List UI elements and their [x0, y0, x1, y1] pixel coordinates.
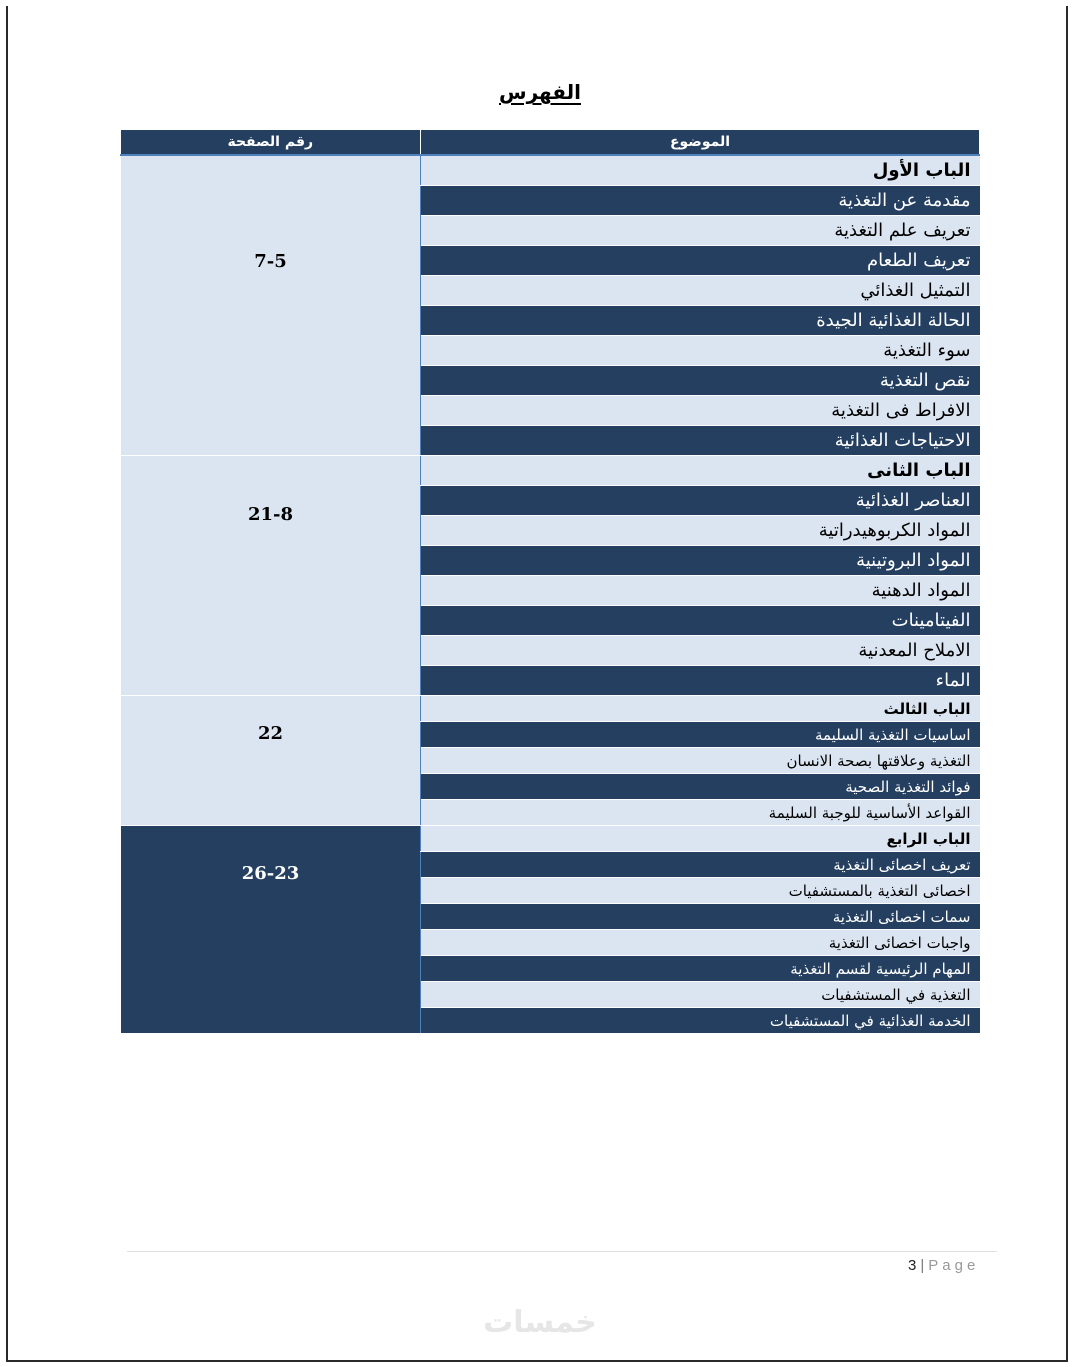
topic-item: القواعد الأساسية للوجبة السليمة	[421, 800, 980, 826]
topic-item: المواد البروتينية	[421, 546, 980, 576]
header-pages: رقم الصفحة	[121, 130, 421, 155]
page-footer	[908, 1257, 979, 1274]
header-topic: الموضوع	[421, 130, 980, 155]
topic-item: الاحتياجات الغذائية	[421, 426, 980, 456]
page-word: Page	[928, 1257, 980, 1274]
topic-item: الخدمة الغذائية في المستشفيات	[421, 1008, 980, 1034]
topic-item: فوائد التغذية الصحية	[421, 774, 980, 800]
page-range-cell	[121, 826, 421, 1034]
page-range: 7-5	[254, 251, 287, 272]
topic-item: سمات اخصائى التغذية	[421, 904, 980, 930]
table-row	[121, 826, 980, 852]
table-header-row	[121, 130, 980, 155]
topic-item: مقدمة عن التغذية	[421, 186, 980, 216]
section-heading: الباب الثانى	[421, 456, 980, 486]
page-number: 3	[908, 1257, 917, 1274]
table-row	[121, 696, 980, 722]
topic-item: واجبات اخصائى التغذية	[421, 930, 980, 956]
topic-item: نقص التغذية	[421, 366, 980, 396]
topic-item: التغذية في المستشفيات	[421, 982, 980, 1008]
topic-item: التغذية وعلاقتها بصحة الانسان	[421, 748, 980, 774]
title-text: الفهرس	[498, 80, 581, 104]
footer-separator: |	[920, 1257, 925, 1274]
page-range: 21-8	[247, 504, 294, 525]
topic-item: سوء التغذية	[421, 336, 980, 366]
topic-item: الماء	[421, 666, 980, 696]
topic-item: المواد الكربوهيدراتية	[421, 516, 980, 546]
page-range-cell	[121, 456, 421, 696]
topic-item: اخصائى التغذية بالمستشفيات	[421, 878, 980, 904]
topic-item: المهام الرئيسية لقسم التغذية	[421, 956, 980, 982]
topic-item: تعريف اخصائى التغذية	[421, 852, 980, 878]
section-heading: الباب الأول	[421, 155, 980, 186]
table-row	[121, 155, 980, 186]
page-range-cell	[121, 696, 421, 826]
section-heading: الباب الثالث	[421, 696, 980, 722]
topic-item: الفيتامينات	[421, 606, 980, 636]
topic-item: تعريف علم التغذية	[421, 216, 980, 246]
footer-divider	[127, 1251, 997, 1252]
topic-item: الحالة الغذائية الجيدة	[421, 306, 980, 336]
topic-item: الافراط فى التغذية	[421, 396, 980, 426]
watermark-logo	[460, 1305, 620, 1340]
table-body	[121, 155, 980, 1034]
page-range: 26-23	[241, 863, 300, 884]
topic-item: اساسيات التغذية السليمة	[421, 722, 980, 748]
page-range-cell	[121, 155, 421, 456]
topic-item: المواد الدهنية	[421, 576, 980, 606]
page-range: 22	[257, 723, 284, 744]
page-title	[0, 80, 1080, 104]
table-row	[121, 456, 980, 486]
table-of-contents	[120, 130, 980, 1034]
topic-item: العناصر الغذائية	[421, 486, 980, 516]
topic-item: الاملاح المعدنية	[421, 636, 980, 666]
section-heading: الباب الرابع	[421, 826, 980, 852]
watermark-text: خمسات	[483, 1305, 597, 1340]
topic-item: التمثيل الغذائي	[421, 276, 980, 306]
topic-item: تعريف الطعام	[421, 246, 980, 276]
